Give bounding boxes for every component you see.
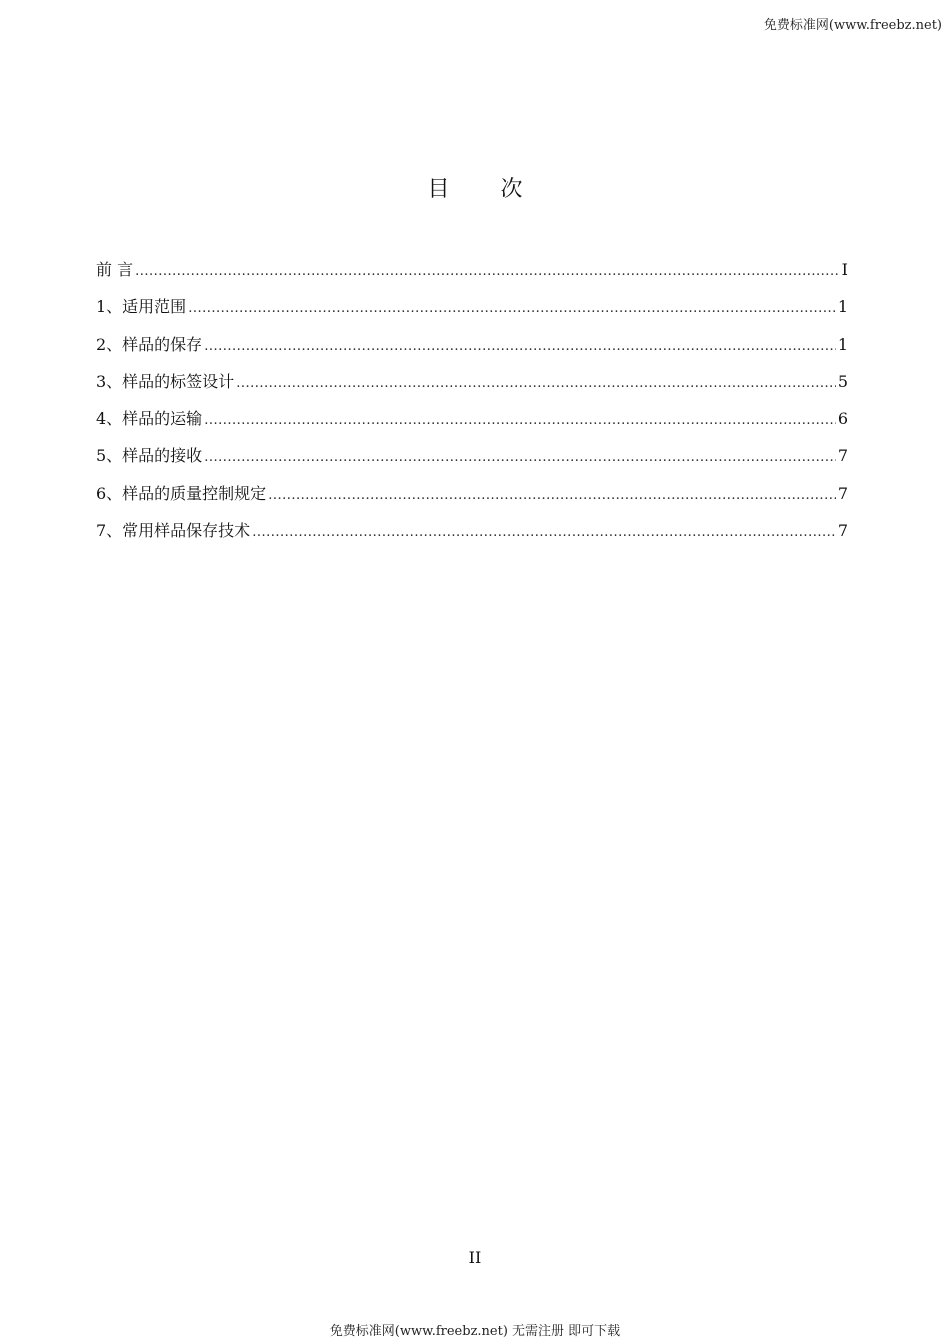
toc-entry-page: 7 [837, 521, 848, 541]
toc-entry-label: 7、常用样品保存技术 [96, 521, 251, 541]
toc-entry-page: 5 [837, 371, 848, 391]
toc-entry-label: 6、样品的质量控制规定 [96, 483, 267, 503]
footer-watermark: 免费标准网(www.freebz.net) 无需注册 即可下载 [329, 1324, 621, 1339]
toc-entry-label: 2、样品的保存 [96, 334, 203, 354]
toc-entry-quality-control[interactable] [96, 482, 848, 519]
toc-entry-page: 7 [837, 446, 848, 466]
toc-dot-leader [135, 260, 838, 284]
toc-entry-label: 前 言 [96, 260, 134, 279]
toc-entry-page: 1 [837, 297, 848, 317]
table-of-contents [96, 258, 848, 556]
toc-dot-leader [204, 409, 836, 433]
toc-entry-receipt[interactable] [96, 444, 848, 481]
toc-entry-label: 3、样品的标签设计 [96, 371, 235, 391]
toc-dot-leader [188, 297, 836, 321]
toc-entry-label: 4、样品的运输 [96, 409, 203, 429]
page-title: 目 次 [427, 177, 545, 202]
toc-entry-scope[interactable] [96, 295, 848, 332]
toc-entry-page: 1 [837, 334, 848, 354]
toc-dot-leader [268, 484, 836, 508]
toc-dot-leader [204, 335, 836, 359]
toc-entry-preface[interactable] [96, 258, 848, 295]
toc-entry-page: 6 [837, 409, 848, 429]
toc-dot-leader [204, 446, 836, 470]
toc-dot-leader [236, 372, 836, 396]
toc-entry-page: 7 [837, 483, 848, 503]
toc-entry-label: 5、样品的接收 [96, 446, 203, 466]
toc-entry-transport[interactable] [96, 407, 848, 444]
toc-entry-label: 1、适用范围 [96, 297, 187, 317]
page-number: II [468, 1248, 482, 1267]
header-watermark: 免费标准网(www.freebz.net) [763, 18, 942, 33]
toc-entry-common-techniques[interactable] [96, 519, 848, 556]
toc-entry-label-design[interactable] [96, 370, 848, 407]
toc-dot-leader [252, 521, 836, 545]
toc-entry-preservation[interactable] [96, 333, 848, 370]
toc-entry-page: I [841, 260, 848, 279]
